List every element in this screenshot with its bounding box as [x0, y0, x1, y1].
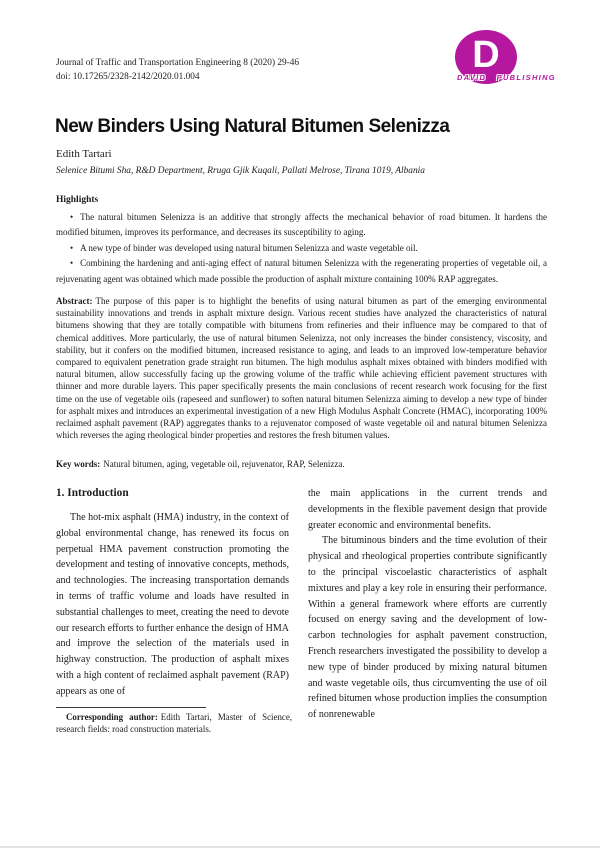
journal-header: [56, 57, 299, 84]
highlights-section: [56, 193, 547, 287]
highlight-item-text: A new type of binder was developed using natural bitumen Selenizza and waste vegetable oil.: [80, 242, 418, 253]
keywords-label: Key words:: [56, 459, 101, 469]
column-left: [56, 510, 289, 700]
bullet-icon: •: [70, 258, 74, 269]
footnote-rule: [56, 707, 206, 708]
intro-paragraph-left: The hot-mix asphalt (HMA) industry, in the context of global environmental change, has renewed its focus on perpetual HMA pavement construction promoting the development and testing of innovative concepts, methods, and technologies. The increasing transportation demands in terms of traffic volume and loads have resulted in substantial challenges to meet, creating the need to devote our research efforts to further enhance the design of HMA and improve the selection of the materials used in highway construction. The production of asphalt mixes with a high content of reclaimed asphalt pavement (RAP) appears as one of: [56, 512, 289, 697]
intro-paragraph-right-2: The bituminous binders and the time evolution of their physical and rheological properties contribute significantly to the principal viscoelastic characteristics of asphalt mixtures and play a key role in ensuring their performance. Within a general framework where efforts are currently focused on energy saving and the development of low-carbon technologies for asphalt pavement construction, French researchers investigated the possibility to develop a new type of binder produced by mixing natural bitumen and waste vegetable oils, thus circumventing the use of oil refined bitumen whose production implies the consumption of nonrenewable: [308, 535, 547, 721]
keywords-line: [56, 458, 547, 470]
abstract-section: [56, 295, 547, 441]
footnote: [56, 707, 292, 736]
highlight-item: [56, 241, 547, 256]
footnote-label: Corresponding author:: [66, 712, 158, 722]
publisher-logo-letter-icon: D: [472, 34, 500, 76]
highlight-item-text: The natural bitumen Selenizza is an additive that strongly affects the mechanical behavior of road bitumen. It hardens the modified bitumen, improves its performance, and decreases its susceptibility to aging.: [56, 212, 547, 238]
author-name: Edith Tartari: [56, 148, 112, 160]
highlight-item-text: Combining the hardening and anti-aging effect of natural bitumen Selenizza with the regenerating properties of vegetable oil, a rejuvenating agent was obtained which made possible the production of asphalt mixture containing 100% RAP aggregates.: [56, 258, 547, 284]
abstract-text: The purpose of this paper is to highlight the benefits of using natural bitumen as part of the emerging environmental sustainability innovations and trends in asphalt mixture design. Various recent studies have analyzed the characteristics of natural bitumens showing that they are totally compatible with bitumens from refineries and their influence may be compared to that of chemical additives. More particularly, the use of natural bitumen Selenizza, not only increases the binder consistency, viscosity, and stability, but it confers on the modified bitumen, increased resistance to aging, and leads to an improved low-temperature behavior compared to equivalent penetration grade straight run bitumen. The high modulus asphalt mixes obtained with binders modified with natural bitumen, allow successfully facing up the growing volume of the traffic while achieving efficient pavement structures with thinner and more durable layers. This paper specifically presents the main conclusions of recent research work focusing for the first time on the use of vegetable oils (rapeseed and sunflower) to soften natural bitumen Selenizza aiming to develop a new type of binder for asphalt mixes and introduces an experimental investigation of a new High Modulus Asphalt Concrete (HMAC), incorporating 100% reclaimed asphalt pavement (RAP) aggregates thanks to a rejuvenator composed of waste vegetable oil and natural bitumen Selenizza which reverses the aging rheological binder properties and restores the fresh bitumen values.: [56, 296, 547, 441]
footnote-body: [56, 712, 292, 736]
journal-citation-line: Journal of Traffic and Transportation Engineering 8 (2020) 29-46: [56, 58, 300, 68]
highlights-heading: Highlights: [56, 195, 99, 205]
bullet-icon: •: [70, 242, 74, 253]
author-affiliation: Selenice Bitumi Sha, R&D Department, Rruga Gjik Kuqali, Pallati Melrose, Tirana 1019, Albania: [56, 166, 425, 176]
footnote-text: Edith Tartari, Master of Science, research fields: road construction materials.: [56, 712, 292, 734]
highlight-item: [56, 256, 547, 287]
section-heading-introduction: 1. Introduction: [56, 487, 129, 499]
column-right: [308, 486, 547, 723]
publisher-brand-text: DAVID PUBLISHING: [457, 73, 556, 82]
highlights-list: [56, 210, 547, 287]
paper-title: New Binders Using Natural Bitumen Selenizza: [55, 115, 450, 137]
keywords-text: Natural bitumen, aging, vegetable oil, rejuvenator, RAP, Selenizza.: [103, 459, 345, 469]
abstract-label: Abstract:: [56, 296, 93, 306]
highlight-item: [56, 210, 547, 241]
intro-paragraph-right-1: the main applications in the current trends and developments in the flexible pavement design that provide greater economic and environmental benefits.: [308, 488, 547, 531]
doi-line: doi: 10.17265/2328-2142/2020.01.004: [56, 71, 200, 82]
bullet-icon: •: [70, 212, 74, 222]
